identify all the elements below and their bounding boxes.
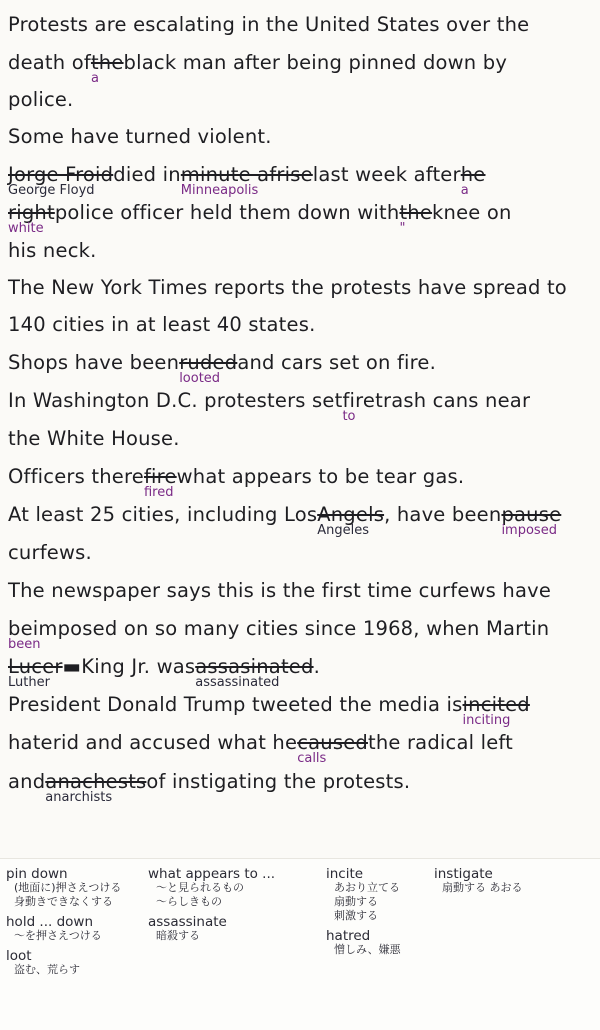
text-segment: died in bbox=[113, 163, 181, 186]
vocab-term: hatred bbox=[326, 928, 371, 944]
vocab-definition: 暗殺する bbox=[156, 929, 200, 942]
text-segment: the radical left bbox=[367, 731, 514, 754]
text-line bbox=[8, 12, 529, 37]
vocab-definition: あおり立てる bbox=[334, 881, 400, 894]
text-segment: curfews. bbox=[8, 541, 92, 564]
text-segment: Officers there bbox=[8, 465, 144, 488]
correction-annotation: looted bbox=[179, 371, 221, 386]
vocab-term: pin down bbox=[6, 866, 68, 882]
corrected-word: pause bbox=[501, 503, 562, 526]
text-segment: The newspaper says this is the first time curfews have bbox=[8, 579, 552, 602]
text-segment: and bbox=[8, 770, 46, 793]
text-line bbox=[8, 426, 180, 451]
text-segment: his neck. bbox=[8, 239, 97, 262]
correction-annotation: imposed bbox=[501, 523, 557, 538]
vocab-definition: 刺激する bbox=[334, 909, 378, 922]
vocab-definition: 〜を押さえつける bbox=[14, 929, 102, 942]
correction-annotation: anarchists bbox=[45, 790, 113, 805]
text-segment: 140 cities in at least 40 states. bbox=[8, 313, 316, 336]
text-line bbox=[8, 692, 530, 728]
vocab-definition: 〜らしきもの bbox=[156, 895, 222, 908]
corrected-word: assasinated bbox=[195, 655, 314, 678]
text-segment: death of bbox=[8, 51, 91, 74]
vocab-definition: (地面に)押さえつける bbox=[14, 881, 122, 894]
text-segment: President Donald Trump tweeted the media is bbox=[8, 693, 463, 716]
corrected-word: incited bbox=[462, 693, 530, 716]
vocab-definition: 身動きできなくする bbox=[14, 895, 113, 908]
text-line bbox=[8, 730, 514, 766]
corrected-word: caused bbox=[297, 731, 368, 754]
corrected-word: he bbox=[460, 163, 486, 186]
text-segment: In Washington D.C. protesters set bbox=[8, 389, 343, 412]
correction-annotation: white bbox=[8, 221, 44, 236]
vocab-term: hold ... down bbox=[6, 914, 94, 930]
text-segment: police officer held them down with bbox=[54, 201, 400, 224]
text-line bbox=[8, 275, 567, 300]
vocab-term: assassinate bbox=[148, 914, 227, 930]
correction-annotation: Angeles bbox=[317, 523, 369, 538]
vocab-definition: 扇動する bbox=[334, 895, 378, 908]
correction-annotation: fired bbox=[143, 485, 174, 500]
text-line bbox=[8, 654, 320, 690]
vocab-column bbox=[326, 867, 401, 963]
text-segment: King Jr. was bbox=[81, 655, 196, 678]
corrected-word: Angels bbox=[317, 503, 385, 526]
correction-annotation: a bbox=[460, 183, 469, 198]
text-line bbox=[8, 769, 411, 805]
vocab-definition: 憎しみ、嫌悪 bbox=[334, 943, 401, 956]
correction-annotation: been bbox=[8, 637, 41, 652]
text-segment: imposed on so many cities since 1968, when Martin bbox=[32, 617, 550, 640]
corrected-word: Lucer bbox=[8, 655, 63, 678]
text-segment: last week after bbox=[312, 163, 461, 186]
text-segment: of instigating the protests. bbox=[146, 770, 411, 793]
corrected-word: be bbox=[8, 617, 33, 640]
text-segment: police. bbox=[8, 88, 74, 111]
text-segment: The New York Times reports the protests have spread to bbox=[8, 276, 567, 299]
text-segment: At least 25 cities, including Los bbox=[8, 503, 318, 526]
text-line bbox=[8, 350, 437, 386]
corrected-word: Jorge Froid bbox=[8, 163, 114, 186]
text-line bbox=[8, 87, 73, 112]
text-segment: and cars set on fire. bbox=[237, 351, 437, 374]
corrected-word: the bbox=[399, 201, 433, 224]
text-segment: what appears to be tear gas. bbox=[176, 465, 465, 488]
text-segment: knee on bbox=[432, 201, 512, 224]
vocab-column bbox=[434, 867, 523, 901]
text-segment: , have been bbox=[384, 503, 502, 526]
text-line bbox=[8, 616, 550, 652]
correction-annotation: a bbox=[90, 71, 99, 86]
corrected-word: anachests bbox=[45, 770, 147, 793]
text-segment: trash cans near bbox=[375, 389, 531, 412]
text-line bbox=[8, 540, 92, 565]
correction-annotation: " bbox=[399, 221, 406, 236]
text-line bbox=[8, 200, 512, 236]
corrected-word: fire bbox=[143, 465, 177, 488]
text-segment: black man after being pinned down by bbox=[123, 51, 508, 74]
vocab-definition: 盗む、荒らす bbox=[14, 963, 80, 976]
vocab-column bbox=[6, 867, 121, 983]
text-segment: Some have turned violent. bbox=[8, 125, 272, 148]
text-segment: Shops have been bbox=[8, 351, 180, 374]
vocab-column bbox=[148, 867, 275, 949]
text-segment: . bbox=[313, 655, 320, 678]
text-line bbox=[8, 162, 486, 198]
vocab-term: instigate bbox=[434, 866, 493, 882]
text-line bbox=[8, 124, 272, 149]
text-line bbox=[8, 388, 531, 424]
vocab-term: incite bbox=[326, 866, 364, 882]
text-line bbox=[8, 312, 315, 337]
correction-annotation: inciting bbox=[462, 713, 511, 728]
correction-annotation: Luther bbox=[8, 675, 50, 690]
text-line bbox=[8, 50, 508, 86]
text-line bbox=[8, 238, 97, 263]
correction-annotation: Minneapolis bbox=[180, 183, 259, 198]
correction-annotation: calls bbox=[297, 751, 327, 766]
corrected-word: ruded bbox=[179, 351, 238, 374]
vocab-term: what appears to ... bbox=[148, 866, 276, 882]
correction-annotation: to bbox=[342, 409, 356, 424]
text-segment: the White House. bbox=[8, 427, 180, 450]
text-line bbox=[8, 464, 465, 500]
text-line bbox=[8, 502, 562, 538]
text-segment: ▬ bbox=[62, 655, 82, 678]
corrected-word: fire bbox=[342, 389, 376, 412]
vocab-term: loot bbox=[6, 948, 32, 964]
corrected-word: right bbox=[8, 201, 55, 224]
corrected-word: minute afrise bbox=[180, 163, 313, 186]
text-line bbox=[8, 578, 551, 603]
vocab-definition: 〜と見られるもの bbox=[156, 881, 244, 894]
correction-annotation: assassinated bbox=[195, 675, 280, 690]
text-segment: haterid and accused what he bbox=[8, 731, 298, 754]
vocabulary-notes bbox=[0, 858, 600, 1030]
corrected-word: the bbox=[90, 51, 124, 74]
text-segment: Protests are escalating in the United States over the bbox=[8, 13, 530, 36]
vocab-definition: 扇動する あおる bbox=[442, 881, 523, 894]
correction-annotation: George Floyd bbox=[8, 183, 95, 198]
